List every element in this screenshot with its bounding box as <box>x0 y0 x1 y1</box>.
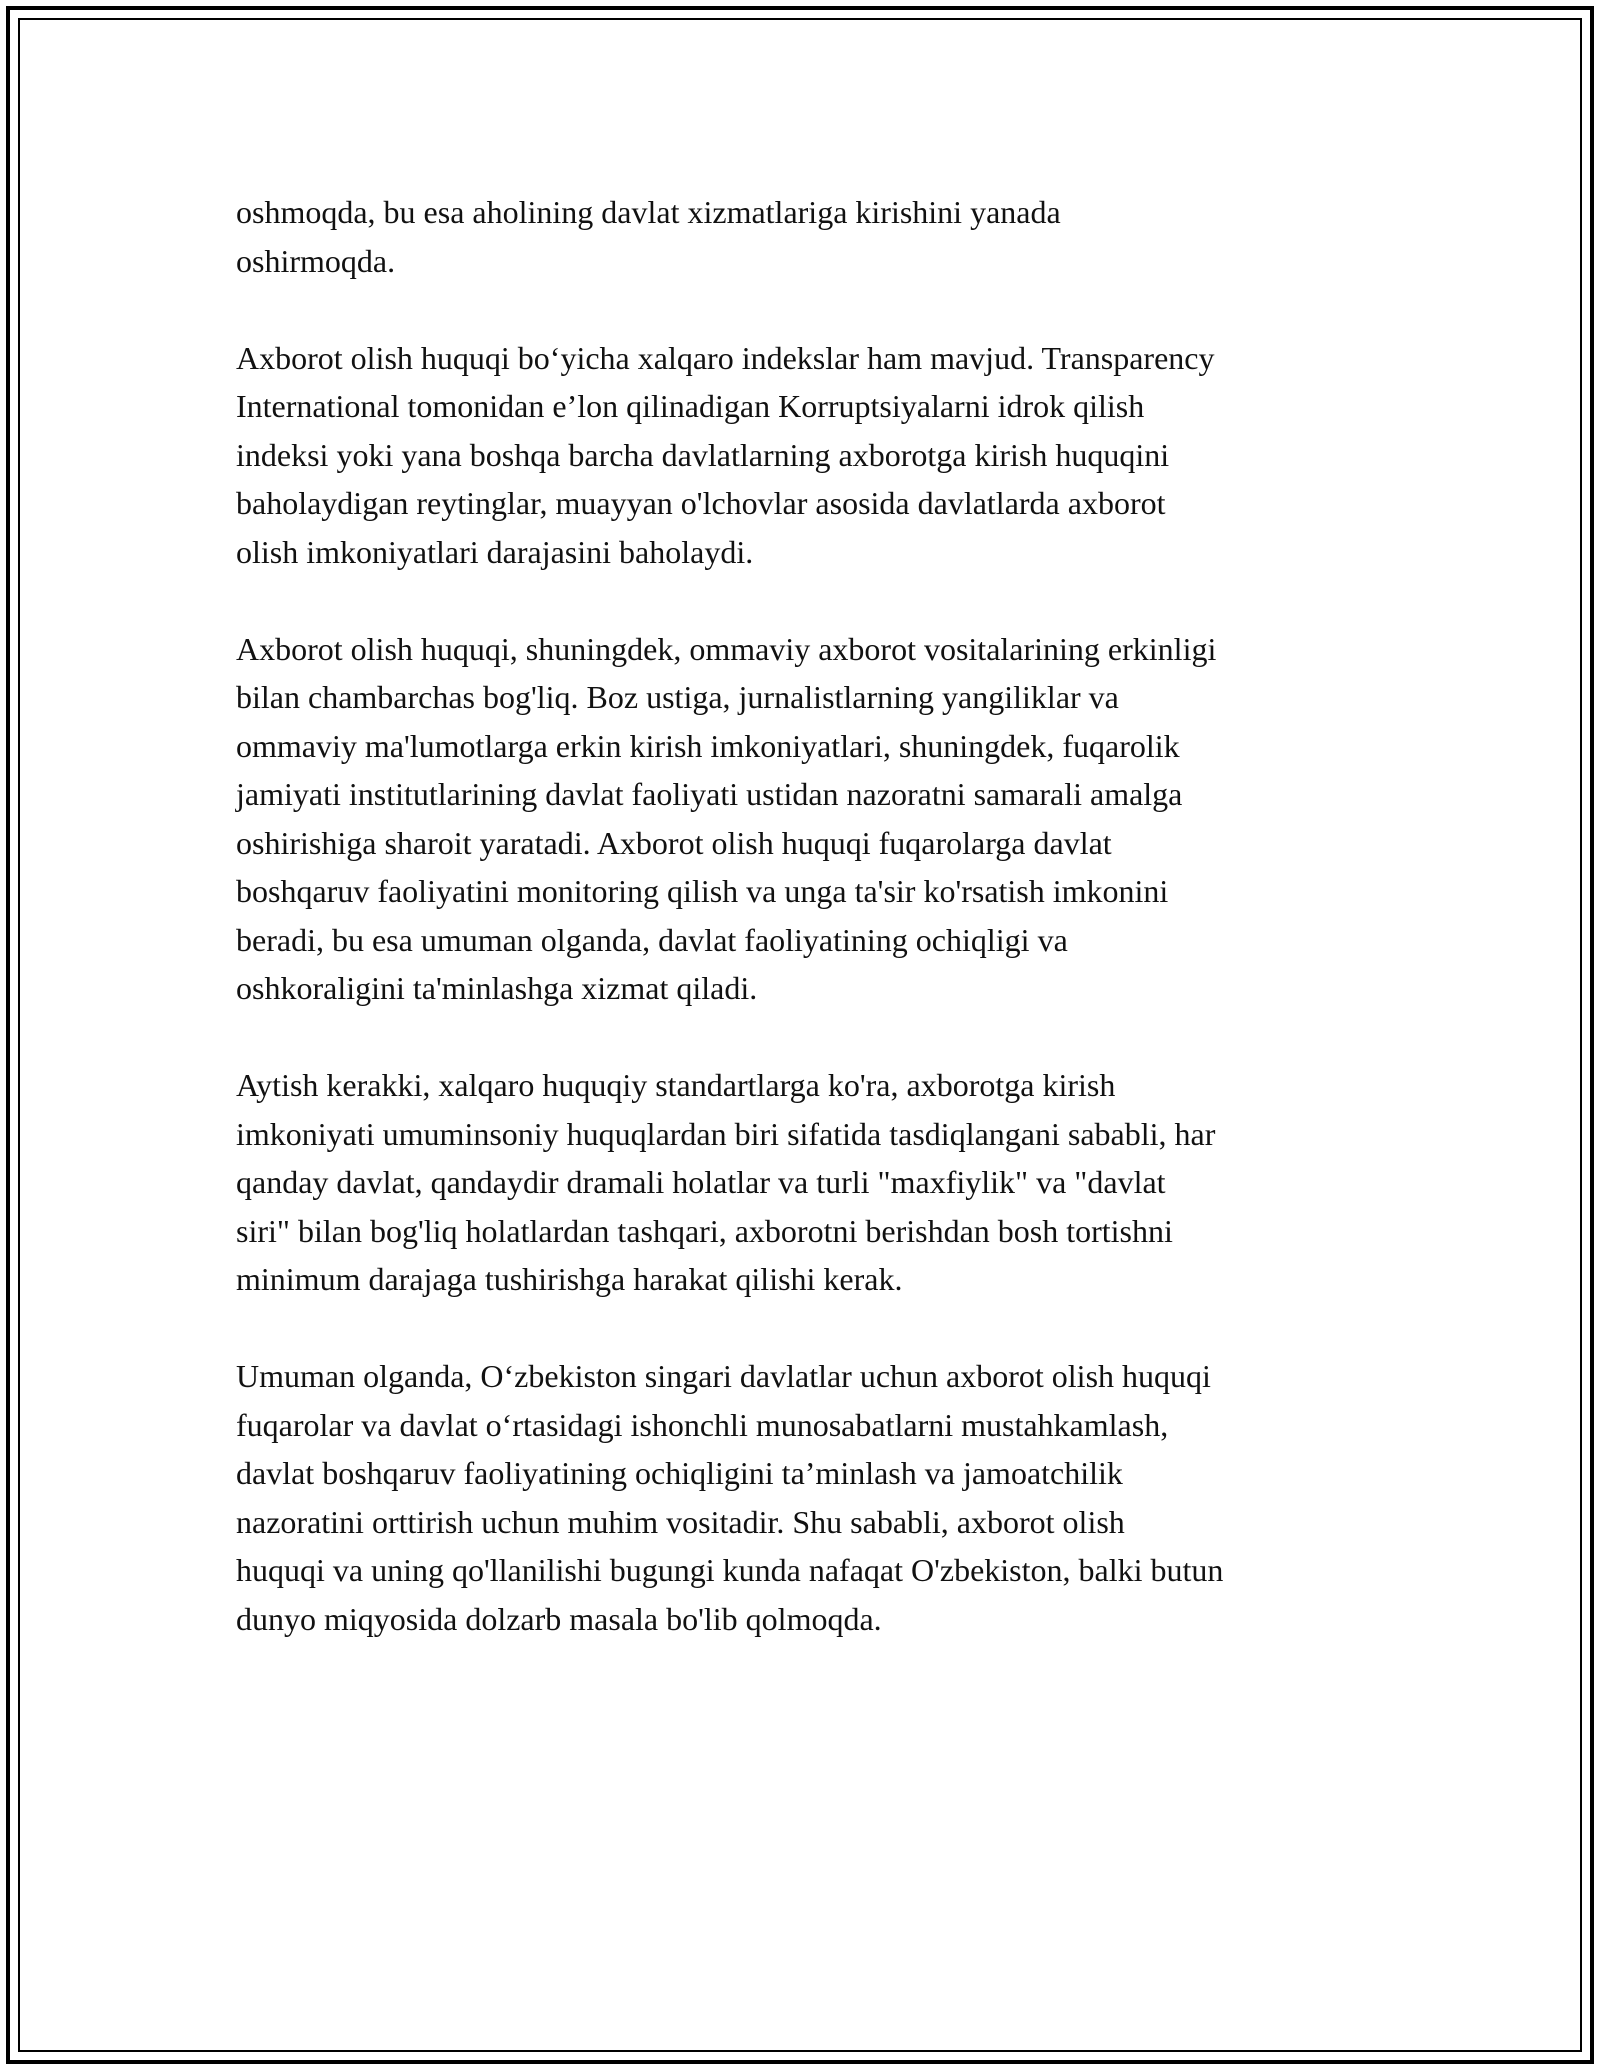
document-body <box>236 188 1376 1643</box>
paragraph-media-freedom: Axborot olish huquqi, shuningdek, ommaviy axborot vositalarining erkinligi bilan chambarchas bog'liq. Boz ustiga, jurnalistlarning yangiliklar va ommaviy ma'lumotlarga erkin kirish imkoniyatlari, shuningdek, fuqarolik jamiyati institutlarining davlat faoliyati ustidan nazoratni samarali amalga oshirishiga sharoit yaratadi. Axborot olish huquqi fuqarolarga davlat boshqaruv faoliyatini monitoring qilish va unga ta'sir ko'rsatish imkonini beradi, bu esa umuman olganda, davlat faoliyatining ochiqligi va oshkoraligini ta'minlashga xizmat qiladi. <box>236 630 1217 1006</box>
paragraph-conclusion: Umuman olganda, O‘zbekiston singari davlatlar uchun axborot olish huquqi fuqarolar va davlat o‘rtasidagi ishonchli munosabatlarni mustahkamlash, davlat boshqaruv faoliyatining ochiqligini ta’minlash va jamoatchilik nazoratini orttirish uchun muhim vositadir. Shu sababli, axborot olish huquqi va uning qo'llanilishi bugungi kunda nafaqat O'zbekiston, balki butun dunyo miqyosida dolzarb masala bo'lib qolmoqda. <box>236 1358 1224 1637</box>
paragraph-legal-standards: Aytish kerakki, xalqaro huquqiy standartlarga ko'ra, axborotga kirish imkoniyati umuminsoniy huquqlardan biri sifatida tasdiqlangani sababli, har qanday davlat, qandaydir dramali holatlar va turli "maxfiylik" va "davlat siri" bilan bog'liq holatlardan tashqari, axborotni berishdan bosh tortishni minimum darajaga tushirishga harakat qilishi kerak. <box>236 1067 1216 1297</box>
paragraph-continuation: oshmoqda, bu esa aholining davlat xizmatlariga kirishini yanada oshirmoqda. <box>236 194 1061 279</box>
paragraph-international-indexes: Axborot olish huquqi bo‘yicha xalqaro indekslar ham mavjud. Transparency International tomonidan e’lon qilinadigan Korruptsiyalarni idrok qilish indeksi yoki yana boshqa barcha davlatlarning axborotga kirish huquqini baholaydigan reytinglar, muayyan o'lchovlar asosida davlatlarda axborot olish imkoniyatlari darajasini baholaydi. <box>236 339 1215 570</box>
